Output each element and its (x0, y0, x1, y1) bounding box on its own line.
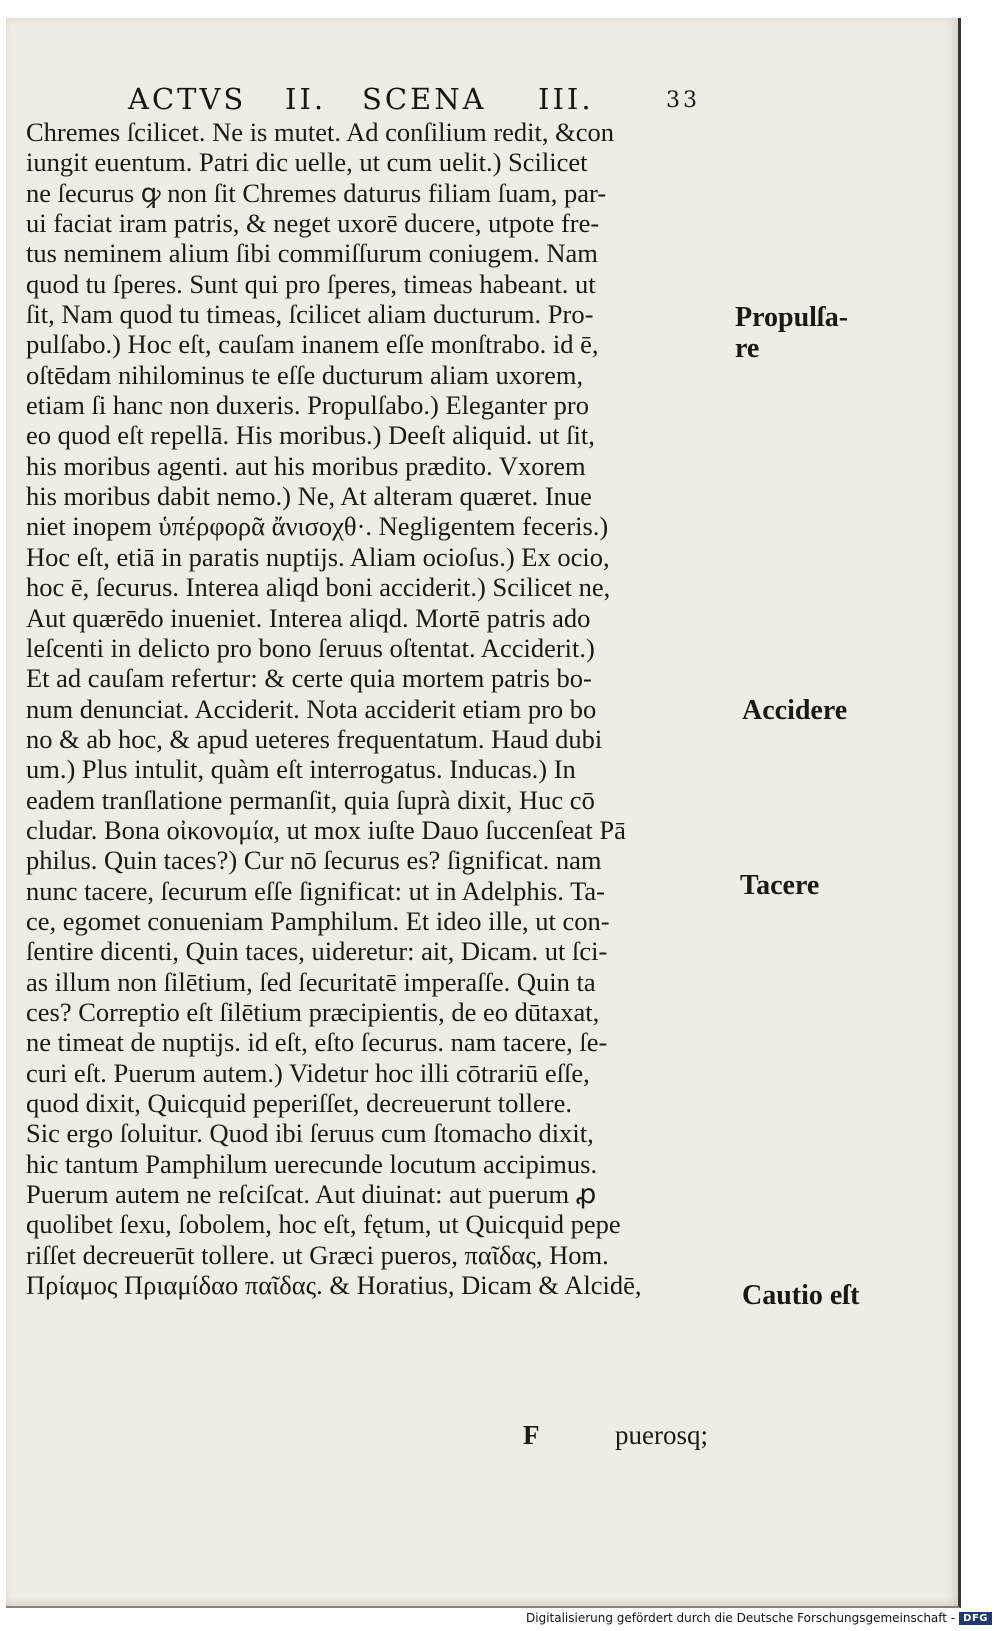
signature-mark: F (523, 1420, 540, 1450)
text-line: ui faciat iram patris, & neget uxorē ducere, utpote fre- (26, 208, 600, 239)
text-line: nunc tacere, ſecurum eſſe ſignificat: ut in Adelphis. Ta- (26, 875, 605, 906)
margin-note-tacere: Tacere (740, 870, 820, 901)
text-line: riſſet decreuerūt tollere. ut Græci pueros, παῖδας, Hom. (26, 1239, 609, 1270)
text-line: Hoc eſt, etiā in paratis nuptijs. Aliam ocioſus.) Ex ocio, (26, 541, 610, 572)
text-line: eo quod eſt repellā. His moribus.) Deeſt aliquid. ut ſit, (26, 420, 595, 451)
text-line: etiam ſi hanc non duxeris. Propulſabo.) Eleganter pro (26, 390, 589, 421)
margin-note-propulsare-cont: re (735, 333, 760, 364)
text-line: Πρίαμος Πριαμίδαο παῖδας. & Horatius, Dicam & Alcidē, (26, 1270, 642, 1301)
text-line: Aut quærēdo inueniet. Interea aliqd. Mortē patris ado (26, 602, 591, 633)
page-number: 33 (666, 88, 700, 113)
text-line: quod tu ſperes. Sunt qui pro ſperes, timeas habeant. ut (26, 268, 596, 299)
margin-note-propulsare: Propulſa- (735, 302, 849, 333)
text-line: ces? Correptio eſt ſilētium præcipientis, de eo dūtaxat, (26, 996, 600, 1027)
text-line: his moribus dabit nemo.) Ne, At alteram quæret. Inue (26, 481, 592, 512)
catchword: puerosq; (615, 1420, 708, 1450)
text-line: hoc ē, ſecurus. Interea aliqd boni acciderit.) Scilicet ne, (26, 572, 611, 603)
text-line: Et ad cauſam refertur: & certe quia mortem patris bo- (26, 663, 592, 694)
text-line: ſentire dicenti, Quin taces, uideretur: ait, Dicam. ut ſci- (26, 936, 608, 967)
digitization-footer (526, 1609, 992, 1627)
text-line: quolibet ſexu, ſobolem, hoc eſt, fętum, ut Quicquid pepe (26, 1209, 621, 1240)
text-line: niet inopem ὑπέρφορᾶ ἄνισοχθ·. Negligentem feceris.) (26, 511, 609, 542)
header-scena: SCENA (362, 82, 487, 116)
text-line: no & ab hoc, & apud ueteres frequentatum. Haud dubi (26, 723, 603, 754)
text-line: ne ſecurus ꝙ non ſit Chremes daturus filiam ſuam, par- (26, 177, 607, 208)
text-line: um.) Plus intulit, quàm eſt interrogatus. Inducas.) In (26, 754, 576, 785)
text-line: cludar. Bona οἰκονομία, ut mox iuſte Dauo ſuccenſeat Pā (26, 814, 626, 845)
commentary-text (26, 117, 726, 1300)
text-line: hic tantum Pamphilum uerecunde locutum accipimus. (26, 1148, 598, 1179)
running-header (128, 82, 718, 122)
text-line: curi eſt. Puerum autem.) Videtur hoc illi cōtrariū eſſe, (26, 1057, 590, 1088)
text-line: oſtēdam nihilominus te eſſe ducturum aliam uxorem, (26, 359, 584, 390)
text-line: tus neminem alium ſibi commiſſurum coniugem. Nam (26, 238, 598, 269)
text-line: eadem tranſlatione permanſit, quia ſuprà dixit, Huc cō (26, 784, 595, 815)
header-actus: ACTVS (128, 82, 247, 116)
text-line: ce, egomet conueniam Pamphilum. Et ideo ille, ut con- (26, 905, 610, 936)
margin-note-cautio: Cautio eſt (742, 1280, 860, 1311)
header-scena-number: III. (538, 82, 594, 116)
text-line: his moribus agenti. aut his moribus prædito. Vxorem (26, 450, 586, 481)
text-line: ſit, Nam quod tu timeas, ſcilicet aliam ducturum. Pro- (26, 299, 594, 330)
text-line: Sic ergo ſoluitur. Quod ibi ſeruus cum ſtomacho dixit, (26, 1118, 594, 1149)
text-line: Puerum autem ne reſciſcat. Aut diuinat: aut puerum ꝓ (26, 1179, 597, 1210)
text-line: Chremes ſcilicet. Ne is mutet. Ad conſilium redit, &con (26, 117, 615, 147)
text-line: philus. Quin taces?) Cur nō ſecurus es? ſignificat. nam (26, 845, 602, 876)
margin-note-accidere: Accidere (742, 695, 848, 726)
text-line: quod dixit, Quicquid peperiſſet, decreuerunt tollere. (26, 1088, 573, 1118)
dfg-logo: DFG (959, 1612, 992, 1625)
text-line: ne timeat de nuptijs. id eſt, eſto ſecurus. nam tacere, ſe- (26, 1027, 608, 1058)
text-line: leſcenti in delicto pro bono ſeruus oſtentat. Acciderit.) (26, 632, 595, 663)
header-actus-number: II. (285, 82, 327, 116)
text-line: as illum non ſilētium, ſed ſecuritatē imperaſſe. Quin ta (26, 966, 596, 997)
text-line: num denunciat. Acciderit. Nota acciderit etiam pro bo (26, 693, 597, 724)
text-line: iungit euentum. Patri dic uelle, ut cum uelit.) Scilicet (26, 147, 588, 178)
footer-credit: Digitalisierung gefördert durch die Deutsche Forschungsgemeinschaft - (526, 1611, 956, 1625)
text-line: pulſabo.) Hoc eſt, cauſam inanem eſſe monſtrabo. id ē, (26, 329, 599, 360)
